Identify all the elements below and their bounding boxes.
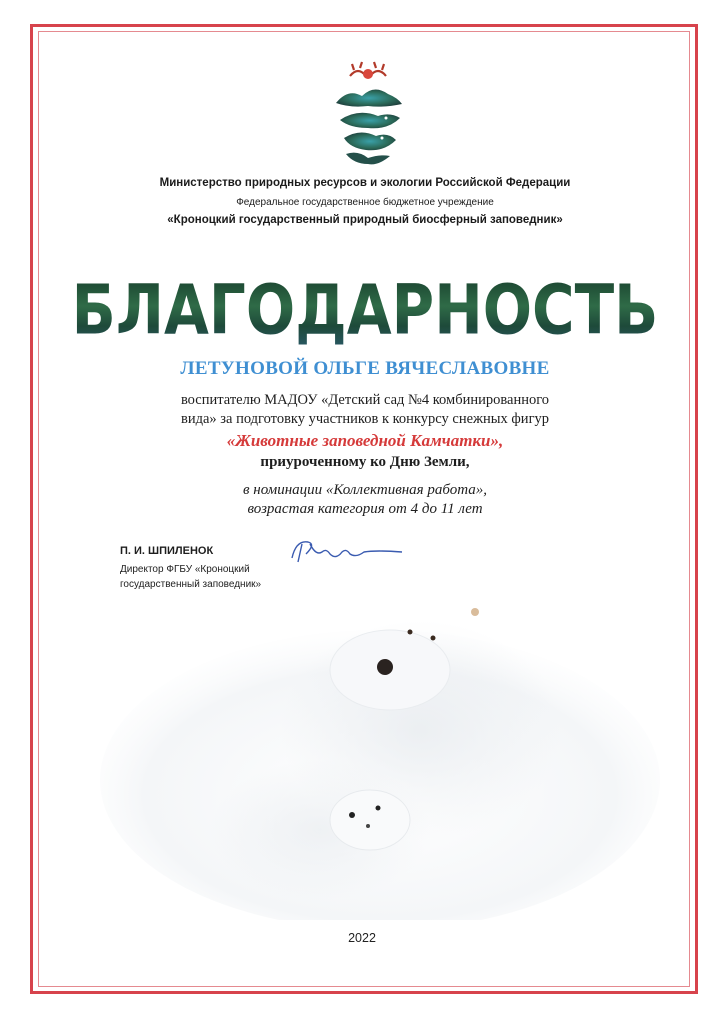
age-category-line: возрастая категория от 4 до 11 лет bbox=[247, 501, 483, 517]
reserve-logo-icon bbox=[328, 58, 408, 168]
nomination-line: в номинации «Коллективная работа», bbox=[243, 482, 487, 498]
body-line-2: вида» за подготовку участников к конкурсу снежных фигур bbox=[180, 411, 550, 427]
signatory-title-line-1: Директор ФГБУ «Кроноцкий bbox=[120, 564, 250, 575]
signatory-title-line-2: государственный заповедник» bbox=[120, 579, 262, 590]
recipient-name: ЛЕТУНОВОЙ ОЛЬГЕ ВЯЧЕСЛАВОВНЕ bbox=[180, 358, 550, 379]
certificate-title: БЛАГОДАРНОСТЬ bbox=[40, 270, 690, 350]
body-line-1: воспитателю МАДОУ «Детский сад №4 комбинированного bbox=[180, 392, 550, 408]
signatory-title bbox=[120, 562, 300, 592]
signatory-name: П. И. ШПИЛЕНОК bbox=[120, 545, 214, 557]
year: 2022 bbox=[348, 931, 376, 945]
handwritten-signature-icon bbox=[286, 532, 406, 568]
ministry-line: Министерство природных ресурсов и экологии Российской Федерации bbox=[159, 177, 571, 189]
body-line-4: приуроченному ко Дню Земли, bbox=[260, 454, 470, 470]
institution-type-line: Федеральное государственное бюджетное учреждение bbox=[236, 197, 494, 208]
contest-name: «Животные заповедной Камчатки», bbox=[226, 431, 504, 450]
snow-sculpture-photo bbox=[90, 590, 670, 920]
institution-name-line: «Кроноцкий государственный природный биосферный заповедник» bbox=[167, 214, 563, 226]
